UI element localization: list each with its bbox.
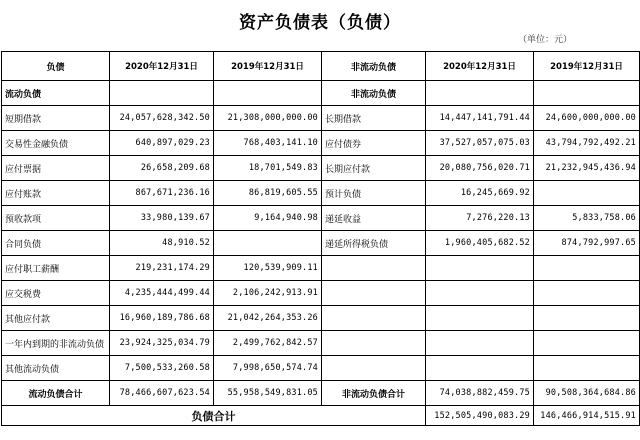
noncurrent-2019-value: 5,833,758.06: [534, 206, 640, 231]
noncurrent-item-label: 递延所得税负债: [322, 231, 426, 256]
current-2019-value: 18,701,549.83: [214, 156, 322, 181]
empty-cell: [534, 81, 640, 106]
table-row: [2, 206, 640, 231]
noncurrent-2020-value: 1,960,405,682.52: [426, 231, 534, 256]
current-item-label: 应付职工薪酬: [2, 256, 110, 281]
table-row: [2, 281, 640, 306]
table-row: [2, 306, 640, 331]
current-2020-value: 24,057,628,342.50: [110, 106, 214, 131]
noncurrent-2020-value: 20,080,756,020.71: [426, 156, 534, 181]
current-item-label: 应付账款: [2, 181, 110, 206]
noncurrent-2020-value: 37,527,057,075.03: [426, 131, 534, 156]
current-2019-value: 2,499,762,842.57: [214, 331, 322, 356]
table-row: [2, 131, 640, 156]
current-item-label: 一年内到期的非流动负债: [2, 331, 110, 356]
table-row: [2, 331, 640, 356]
current-2019-value: 9,164,940.98: [214, 206, 322, 231]
current-2020-value: 867,671,236.16: [110, 181, 214, 206]
table-row: [2, 106, 640, 131]
current-2020-value: 23,924,325,034.79: [110, 331, 214, 356]
noncurrent-2020-value: 16,245,669.92: [426, 181, 534, 206]
noncurrent-2020-value: 14,447,141,791.44: [426, 106, 534, 131]
current-2019-value: 7,998,650,574.74: [214, 356, 322, 381]
noncurrent-item-label: 长期借款: [322, 106, 426, 131]
empty-cell: [214, 81, 322, 106]
table-row: [2, 256, 640, 281]
header-2020-b: 2020年12月31日: [426, 52, 534, 81]
current-2019-value: 21,042,264,353.26: [214, 306, 322, 331]
subtotal-row: [2, 381, 640, 406]
liability-table: [1, 51, 640, 426]
current-2019-value: 768,403,141.10: [214, 131, 322, 156]
header-2019-b: 2019年12月31日: [534, 52, 640, 81]
table-row: [2, 231, 640, 256]
current-2019-value: 2,106,242,913.91: [214, 281, 322, 306]
current-2020-value: 640,897,029.23: [110, 131, 214, 156]
noncurrent-2020-value: [426, 331, 534, 356]
noncurrent-2020-value: [426, 356, 534, 381]
total-2020: 152,505,490,083.29: [426, 406, 534, 426]
noncurrent-item-label: 长期应付款: [322, 156, 426, 181]
noncurrent-2019-value: [534, 331, 640, 356]
current-2020-value: 219,231,174.29: [110, 256, 214, 281]
noncurrent-2020-value: 7,276,220.13: [426, 206, 534, 231]
table-row: [2, 181, 640, 206]
noncurrent-item-label: [322, 331, 426, 356]
noncurrent-2019-value: [534, 256, 640, 281]
noncurrent-subtotal-2020: 74,038,882,459.75: [426, 381, 534, 406]
current-item-label: 其他应付款: [2, 306, 110, 331]
current-item-label: 其他流动负债: [2, 356, 110, 381]
current-item-label: 合同负债: [2, 231, 110, 256]
table-row: [2, 156, 640, 181]
noncurrent-item-label: 递延收益: [322, 206, 426, 231]
total-2019: 146,466,914,515.91: [534, 406, 640, 426]
noncurrent-2019-value: 24,600,000,000.00: [534, 106, 640, 131]
current-2019-value: 120,539,909.11: [214, 256, 322, 281]
current-2020-value: 26,658,209.68: [110, 156, 214, 181]
total-row: [2, 406, 640, 426]
total-label: 负债合计: [2, 406, 426, 426]
current-2019-value: 86,819,605.55: [214, 181, 322, 206]
page-title: 资产负债表（负债）: [239, 13, 401, 33]
current-item-label: 预收款项: [2, 206, 110, 231]
noncurrent-2020-value: [426, 256, 534, 281]
noncurrent-item-label: [322, 256, 426, 281]
current-2020-value: 7,500,533,260.58: [110, 356, 214, 381]
noncurrent-2019-value: 21,232,945,436.94: [534, 156, 640, 181]
noncurrent-item-label: [322, 356, 426, 381]
noncurrent-2019-value: [534, 281, 640, 306]
noncurrent-item-label: [322, 306, 426, 331]
current-item-label: 交易性金融负债: [2, 131, 110, 156]
current-2020-value: 33,980,139.67: [110, 206, 214, 231]
noncurrent-subtotal-label: 非流动负债合计: [322, 381, 426, 406]
current-item-label: 应付票据: [2, 156, 110, 181]
noncurrent-2019-value: 43,794,792,492.21: [534, 131, 640, 156]
current-2019-value: 21,308,000,000.00: [214, 106, 322, 131]
header-row: [2, 52, 640, 81]
unit-note: （单位：元）: [517, 35, 572, 45]
header-noncurrent: 非流动负债: [322, 52, 426, 81]
noncurrent-2019-value: [534, 356, 640, 381]
noncurrent-2019-value: [534, 181, 640, 206]
section-noncurrent: 非流动负债: [322, 81, 426, 106]
noncurrent-2019-value: 874,792,997.65: [534, 231, 640, 256]
current-2020-value: 4,235,444,499.44: [110, 281, 214, 306]
current-subtotal-label: 流动负债合计: [2, 381, 110, 406]
section-current: 流动负债: [2, 81, 110, 106]
table-row: [2, 356, 640, 381]
current-subtotal-2019: 55,958,549,831.05: [214, 381, 322, 406]
section-row: [2, 81, 640, 106]
noncurrent-item-label: 预计负债: [322, 181, 426, 206]
current-2020-value: 16,960,189,786.68: [110, 306, 214, 331]
noncurrent-2019-value: [534, 306, 640, 331]
current-item-label: 应交税费: [2, 281, 110, 306]
current-subtotal-2020: 78,466,607,623.54: [110, 381, 214, 406]
header-2019: 2019年12月31日: [214, 52, 322, 81]
noncurrent-item-label: [322, 281, 426, 306]
current-item-label: 短期借款: [2, 106, 110, 131]
noncurrent-item-label: 应付债券: [322, 131, 426, 156]
empty-cell: [110, 81, 214, 106]
empty-cell: [426, 81, 534, 106]
header-2020: 2020年12月31日: [110, 52, 214, 81]
current-2019-value: [214, 231, 322, 256]
current-2020-value: 48,910.52: [110, 231, 214, 256]
noncurrent-2020-value: [426, 306, 534, 331]
header-liab: 负债: [2, 52, 110, 81]
noncurrent-subtotal-2019: 90,508,364,684.86: [534, 381, 640, 406]
noncurrent-2020-value: [426, 281, 534, 306]
